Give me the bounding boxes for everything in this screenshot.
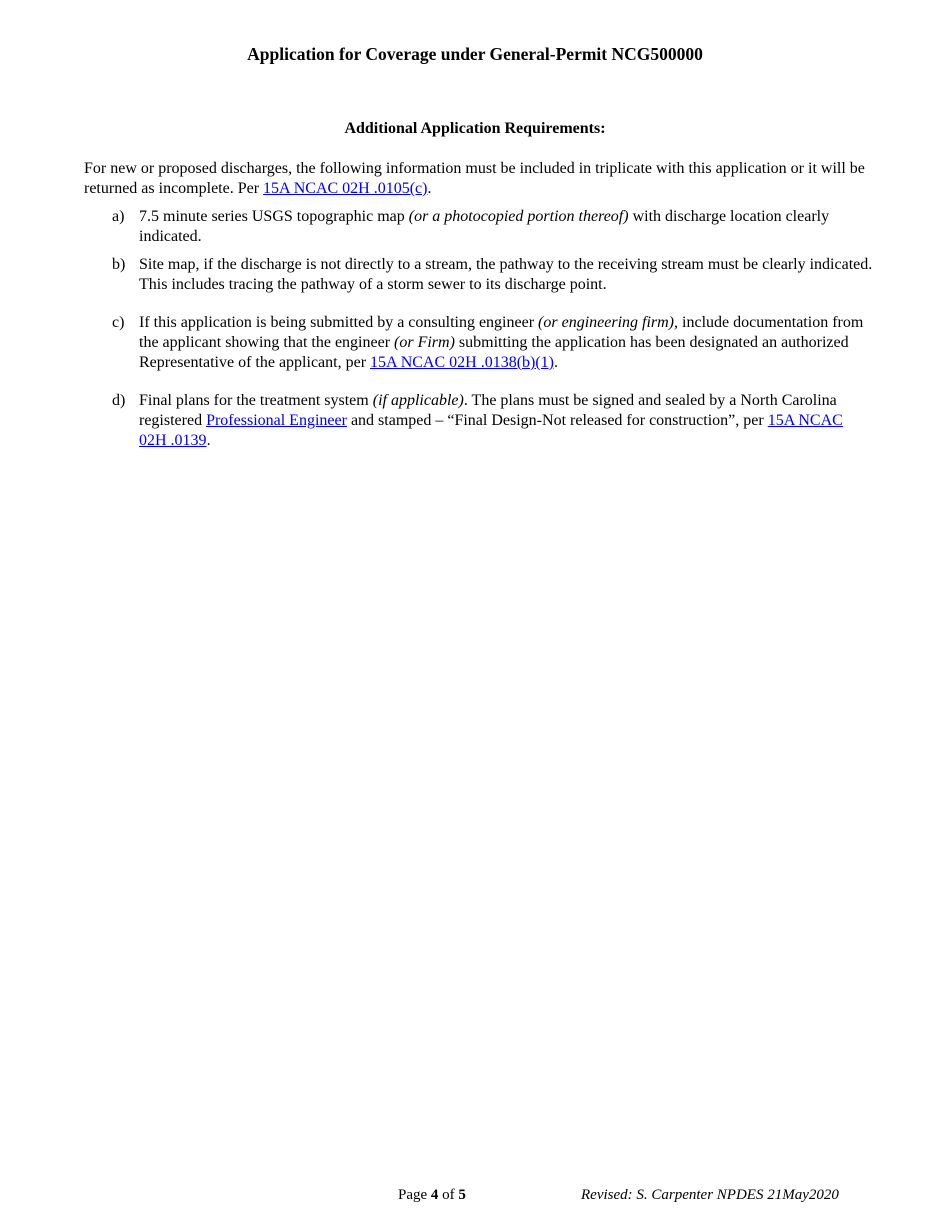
requirement-italic-part: (or a photocopied portion thereof) [408,208,629,225]
revision-note: Revised: S. Carpenter NPDES 21May2020 [581,1187,839,1203]
page-label: Page [398,1187,428,1203]
requirement-italic-part: (if applicable) [372,392,464,409]
requirement-text-part: . [206,432,211,449]
requirement-text-part: submitting the application has been designated an authorized Representative of the applicant, per [139,334,849,371]
requirement-text [139,391,874,451]
requirement-text-part: Final plans for the treatment system [139,392,373,409]
page-current: 4 [430,1187,439,1203]
requirement-text-part: 7.5 minute series USGS topographic map [139,208,409,225]
requirement-italic-part: (or engineering firm) [538,314,675,331]
page-total: 5 [458,1187,466,1203]
page-number [398,1186,466,1204]
requirement-text-part: Site map, if the discharge is not directly to a stream, the pathway to the receiving stream must be clearly indicated. This includes tracing the pathway of a storm sewer to its discharge point. [139,256,873,293]
requirement-text-part: and stamped – “Final Design-Not released for construction”, per [346,412,768,429]
regulation-link[interactable]: 15A NCAC 02H .0138(b)(1) [370,354,555,371]
document-title: Application for Coverage under General-Permit NCG500000 [247,44,703,64]
requirement-text [139,255,874,295]
regulation-link[interactable]: 15A NCAC 02H .0139 [139,412,843,449]
intro-text: For new or proposed discharges, the following information must be included in triplicate with this application or it will be returned as incomplete. Per [84,160,865,197]
intro-paragraph [84,159,874,199]
requirement-text [139,313,874,373]
requirement-text-part: If this application is being submitted by a consulting engineer [139,314,539,331]
requirement-italic-part: (or Firm) [394,334,455,351]
requirement-letter: d) [112,392,126,409]
requirement-text [139,207,874,247]
section-heading: Additional Application Requirements: [344,120,606,137]
page-of-label: of [442,1187,455,1203]
intro-regulation-link[interactable]: 15A NCAC 02H .0105(c) [263,180,428,197]
requirement-text-part: with discharge location clearly indicated. [139,208,830,245]
professional-engineer-link[interactable]: Professional Engineer [206,412,347,429]
requirement-text-part: . [554,354,559,371]
requirement-letter: c) [112,314,125,331]
requirement-text-part: , include documentation from the applicant showing that the engineer [139,314,864,351]
requirement-text-part: . The plans must be signed and sealed by a North Carolina registered [139,392,837,429]
intro-text-end: . [427,180,432,197]
requirement-letter: b) [112,256,126,273]
requirement-letter: a) [112,208,125,225]
